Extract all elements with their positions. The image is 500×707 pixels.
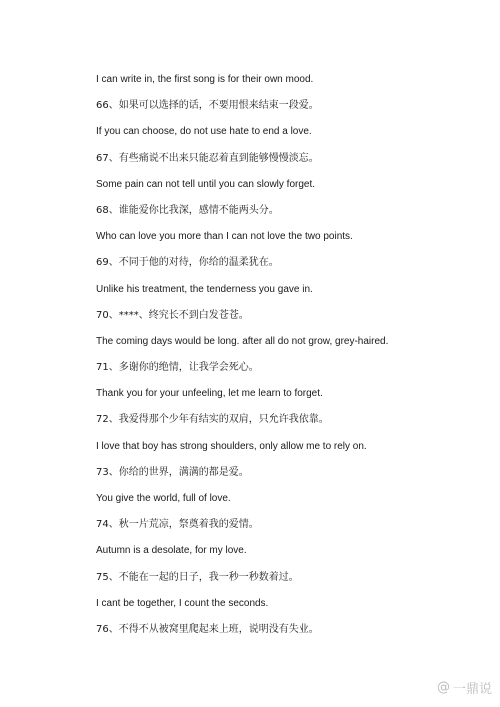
text-line: You give the world, full of love. <box>96 493 231 504</box>
text-line: 69、不同于他的对待，你给的温柔犹在。 <box>96 257 279 269</box>
text-line: I can write in, the first song is for their own mood. <box>96 74 314 85</box>
text-line: Thank you for your unfeeling, let me learn to forget. <box>96 388 323 400</box>
text-line: 66、如果可以选择的话，不要用恨来结束一段爱。 <box>96 100 319 112</box>
text-line: 67、有些痛说不出来只能忍着直到能够慢慢淡忘。 <box>96 152 319 164</box>
text-line: The coming days would be long. after all do not grow, grey-haired. <box>96 335 389 347</box>
watermark-at-icon: @ <box>436 680 450 695</box>
watermark-text: 一鼎说 <box>452 682 492 697</box>
text-line: 74、秋一片荒凉，祭奠着我的爱情。 <box>96 519 259 531</box>
text-line: 72、我爱得那个少年有结实的双肩，只允许我依靠。 <box>96 414 329 426</box>
text-line: Autumn is a desolate, for my love. <box>96 545 247 557</box>
text-line: I love that boy has strong shoulders, only allow me to rely on. <box>96 440 367 452</box>
text-line: Unlike his treatment, the tenderness you gave in. <box>96 283 313 295</box>
text-line: If you can choose, do not use hate to end a love. <box>96 126 312 138</box>
text-line: Who can love you more than I can not love the two points. <box>96 231 353 243</box>
text-line: 76、不得不从被窝里爬起来上班，说明没有失业。 <box>96 623 319 635</box>
text-line: 70、****、终究长不到白发苍苍。 <box>96 309 249 321</box>
text-line: 73、你给的世界，满满的都是爱。 <box>96 466 249 478</box>
text-line: Some pain can not tell until you can slowly forget. <box>96 178 316 190</box>
text-line: 71、多谢你的绝情，让我学会死心。 <box>96 362 259 374</box>
text-body <box>96 72 486 648</box>
text-line: 68、谁能爱你比我深，感情不能两头分。 <box>96 204 279 216</box>
text-line: 75、不能在一起的日子，我一秒一秒数着过。 <box>96 571 299 583</box>
text-line: I cant be together, I count the seconds. <box>96 597 269 609</box>
watermark <box>437 678 492 697</box>
